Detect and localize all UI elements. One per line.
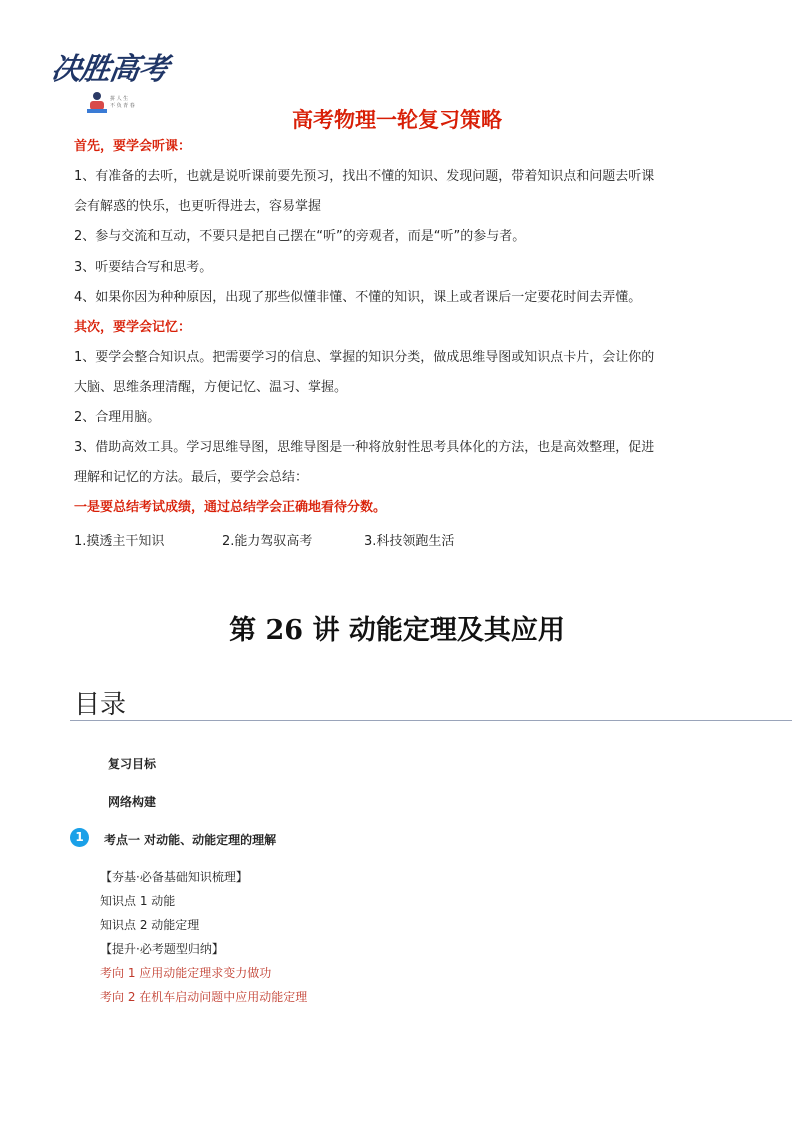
section1-heading: 首先，要学会听课： [74, 139, 192, 154]
toc-upgrade-heading: 【提升·必考题型归纳】 [100, 942, 224, 956]
section2-item: 理解和记忆的方法。最后，要学会总结： [74, 470, 309, 485]
topic-item: 1.摸透主干知识 [74, 534, 165, 549]
toc-divider [70, 720, 792, 721]
logo-tagline-line1: 拼 人 生 [110, 96, 129, 102]
toc-link-direction[interactable]: 考向 1 应用动能定理求变力做功 [100, 966, 272, 980]
lecture-title: 第 26 讲 动能定理及其应用 [229, 615, 565, 646]
section2-item: 2、合理用脑。 [74, 410, 161, 425]
toc-link-goal[interactable]: 复习目标 [108, 757, 157, 771]
section1-item: 会有解惑的快乐，也更听得进去，容易掌握 [74, 199, 322, 214]
toc-link-knowledge[interactable]: 知识点 1 动能 [100, 894, 176, 908]
toc-link-kaodian1[interactable]: 考点一 对动能、动能定理的理解 [104, 833, 277, 847]
section1-item: 1、有准备的去听，也就是说听课前要先预习，找出不懂的知识、发现问题，带着知识点和问题去听课 [74, 169, 655, 184]
toc-base-heading: 【夯基·必备基础知识梳理】 [100, 870, 248, 884]
topic-item: 3.科技领跑生活 [364, 534, 455, 549]
logo-brand-text: 决胜高考 [49, 52, 170, 87]
section1-item: 2、参与交流和互动，不要只是把自己摆在“听”的旁观者，而是“听”的参与者。 [74, 229, 526, 244]
section2-item: 1、要学会整合知识点。把需要学习的信息、掌握的知识分类，做成思维导图或知识点卡片，会让你的 [74, 350, 655, 365]
toc-link-network[interactable]: 网络构建 [108, 795, 157, 809]
toc-heading: 目录 [74, 690, 127, 720]
section2-item: 大脑、思维条理清醒，方便记忆、温习、掌握。 [74, 380, 348, 395]
section1-item: 4、如果你因为种种原因，出现了那些似懂非懂、不懂的知识，课上或者课后一定要花时间去弄懂。 [74, 290, 642, 305]
toc-link-knowledge[interactable]: 知识点 2 动能定理 [100, 918, 200, 932]
section2-item: 3、借助高效工具。学习思维导图，思维导图是一种将放射性思考具体化的方法，也是高效整理，促进 [74, 440, 655, 455]
section1-item: 3、听要结合写和思考。 [74, 260, 213, 275]
topic-item: 2.能力驾驭高考 [222, 534, 313, 549]
section2-heading: 其次，要学会记忆： [74, 320, 192, 335]
toc-link-direction[interactable]: 考向 2 在机车启动问题中应用动能定理 [100, 990, 308, 1004]
kaodian-number-badge: 1 [70, 828, 89, 847]
main-title: 高考物理一轮复习策略 [292, 108, 502, 132]
summary-line: 一是要总结考试成绩，通过总结学会正确地看待分数。 [74, 500, 387, 515]
logo-tagline-line2: 不 负 青 春 [110, 103, 135, 109]
